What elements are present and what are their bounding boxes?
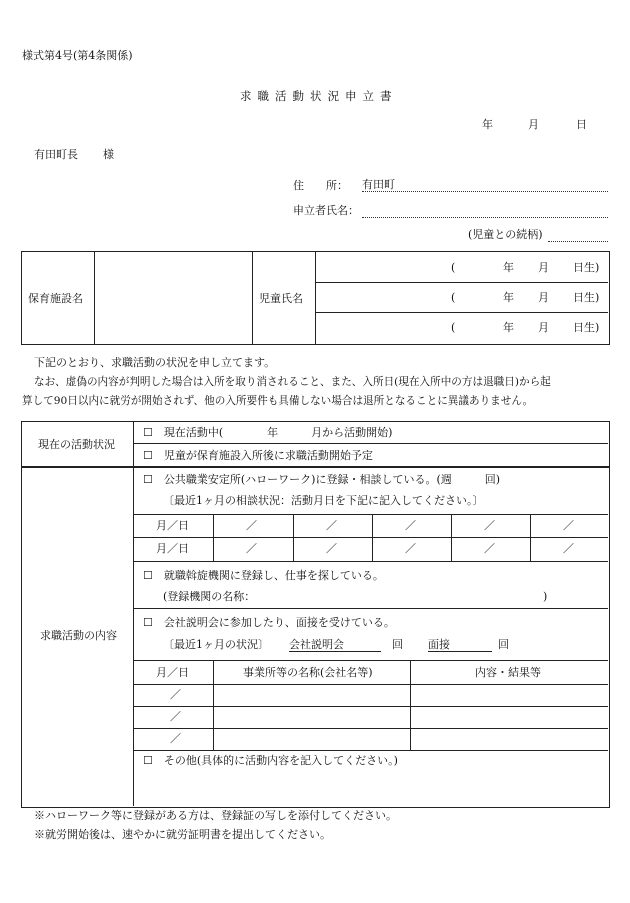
address-field[interactable] [362, 179, 608, 192]
form-number: 様式第4号(第4条関係) [22, 49, 133, 62]
date-slash[interactable]: ／ [326, 542, 337, 555]
birth-month: 月 [538, 291, 549, 304]
birth-open: ( [451, 321, 456, 334]
date-slash[interactable]: ／ [484, 519, 495, 532]
child-name-label: 児童氏名 [259, 292, 303, 305]
birth-year: 年 [503, 291, 514, 304]
date-slash[interactable]: ／ [563, 519, 574, 532]
date-slash[interactable]: ／ [405, 542, 416, 555]
birth-year: 年 [503, 321, 514, 334]
facility-input[interactable] [95, 252, 251, 343]
birth-open: ( [451, 291, 456, 304]
date-day[interactable]: 日 [576, 118, 587, 131]
other-option[interactable]: ☐ その他(具体的に活動内容を記入してください。) [143, 754, 398, 767]
facility-label: 保育施設名 [28, 292, 83, 305]
date-slash[interactable]: ／ [170, 732, 181, 745]
col-month-day: 月／日 [156, 666, 189, 679]
birth-month: 月 [538, 261, 549, 274]
date-year[interactable]: 年 [482, 118, 493, 131]
birth-open: ( [451, 261, 456, 274]
times-unit: 回 [498, 638, 509, 651]
interview-count[interactable] [428, 639, 492, 652]
hellowork-instruction: 〔最近1ヶ月の相談状況：活動月日を下記に記入してください。〕 [163, 494, 484, 507]
addressee: 有田町長 [34, 148, 78, 161]
date-slash[interactable]: ／ [405, 519, 416, 532]
agency-name-label: (登録機関の名称： [163, 590, 256, 603]
agency-name-close: ) [543, 590, 548, 603]
honorific: 様 [103, 148, 114, 161]
note-1: ※ハローワーク等に登録がある方は、登録証の写しを添付してください。 [34, 809, 397, 822]
date-slash[interactable]: ／ [326, 519, 337, 532]
date-slash[interactable]: ／ [246, 542, 257, 555]
current-option-planned[interactable]: ☐ 児童が保育施設入所後に求職活動開始予定 [143, 449, 373, 462]
date-slash[interactable]: ／ [170, 710, 181, 723]
date-slash[interactable]: ／ [170, 688, 181, 701]
col-company: 事業所等の名称(会社名等) [243, 666, 373, 679]
statement-1: 下記のとおり、求職活動の状況を申し立てます。 [34, 356, 276, 369]
birth-day: 日生) [573, 321, 600, 334]
date-slash[interactable]: ／ [563, 542, 574, 555]
current-status-label: 現在の活動状況 [38, 438, 115, 451]
times-unit: 回 [392, 638, 403, 651]
hellowork-option[interactable]: ☐ 公共職業安定所(ハローワーク)に登録・相談している。(週 回) [143, 473, 501, 486]
date-slash[interactable]: ／ [484, 542, 495, 555]
address-value: 有田町 [362, 178, 395, 191]
date-slash[interactable]: ／ [246, 519, 257, 532]
birth-day: 日生) [573, 291, 600, 304]
note-2: ※就労開始後は、速やかに就労証明書を提出してください。 [34, 828, 331, 841]
birth-year: 年 [503, 261, 514, 274]
name-field[interactable] [362, 204, 608, 218]
agency-option[interactable]: ☐ 就職斡旋機関に登録し、仕事を探している。 [143, 569, 384, 582]
current-option-active[interactable]: ☐ 現在活動中( 年 月から活動開始) [143, 426, 393, 439]
col-result: 内容・結果等 [475, 666, 541, 679]
date-month[interactable]: 月 [528, 118, 539, 131]
month-day-label: 月／日 [156, 519, 189, 532]
birth-day: 日生) [573, 261, 600, 274]
relation-label: (児童との続柄) [468, 228, 543, 241]
agency-name-input[interactable] [262, 589, 540, 603]
seminar-count[interactable] [289, 639, 381, 652]
month-day-label: 月／日 [156, 542, 189, 555]
relation-field[interactable] [548, 229, 608, 242]
seminar-count-label: 会社説明会 [289, 638, 344, 651]
name-label: 申立者氏名： [293, 204, 359, 217]
birth-month: 月 [538, 321, 549, 334]
statement-2b: 算して90日以内に就労が開始されず、他の入所要件も具備しない場合は退所となることに異議ありません。 [22, 395, 534, 407]
interview-label: 面接 [428, 638, 450, 651]
statement-2a: なお、虚偽の内容が判明した場合は入所を取り消されること、また、入所日(現在入所中の方は退職日)から起 [34, 376, 551, 388]
address-label: 住 所： [293, 179, 348, 192]
seminar-recent-label: 〔最近1ヶ月の状況〕 [163, 638, 269, 651]
activity-label: 求職活動の内容 [40, 629, 117, 642]
page-title: 求職活動状況申立書 [240, 89, 398, 103]
seminar-option[interactable]: ☐ 会社説明会に参加したり、面接を受けている。 [143, 616, 395, 629]
